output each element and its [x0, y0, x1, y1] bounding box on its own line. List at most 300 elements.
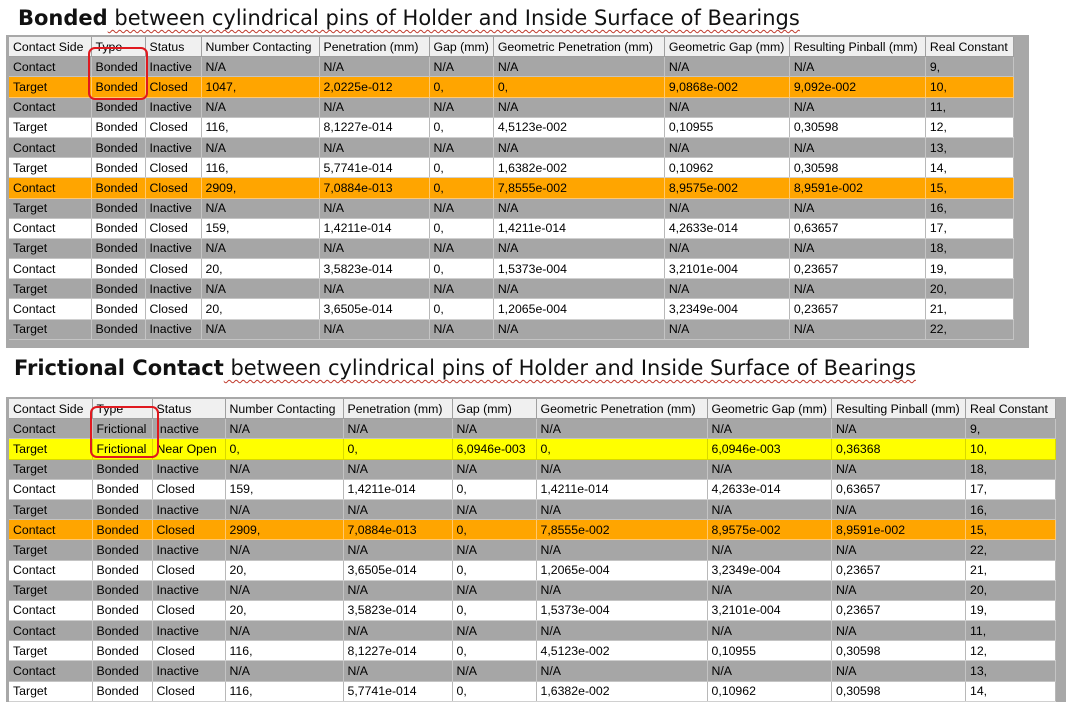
- section-title-frictional: [14, 358, 916, 379]
- cell-type: Bonded: [92, 459, 152, 479]
- cell-resulting-pinball: N/A: [789, 238, 925, 258]
- cell-number-contacting: 20,: [225, 600, 343, 620]
- cell-real-constant: 19,: [965, 600, 1055, 620]
- cell-geometric-penetration: N/A: [493, 198, 664, 218]
- cell-type: Bonded: [91, 158, 145, 178]
- cell-resulting-pinball: 0,63657: [831, 479, 965, 499]
- table-row[interactable]: [9, 299, 1013, 319]
- cell-resulting-pinball: 0,30598: [789, 158, 925, 178]
- table-row[interactable]: [9, 661, 1055, 681]
- column-header-contact-side[interactable]: Contact Side: [9, 399, 92, 419]
- cell-real-constant: 18,: [925, 238, 1013, 258]
- cell-penetration: N/A: [319, 238, 429, 258]
- cell-resulting-pinball: N/A: [789, 279, 925, 299]
- cell-geometric-gap: 6,0946e-003: [707, 439, 831, 459]
- cell-number-contacting: 116,: [201, 158, 319, 178]
- cell-contact-side: Contact: [9, 621, 92, 641]
- cell-geometric-penetration: N/A: [536, 540, 707, 560]
- table-row[interactable]: [9, 259, 1013, 279]
- cell-status: Inactive: [152, 499, 225, 519]
- cell-type: Bonded: [92, 580, 152, 600]
- cell-geometric-gap: 8,9575e-002: [664, 178, 789, 198]
- cell-number-contacting: 116,: [225, 681, 343, 701]
- cell-geometric-gap: N/A: [707, 499, 831, 519]
- cell-real-constant: 19,: [925, 259, 1013, 279]
- cell-type: Bonded: [92, 560, 152, 580]
- cell-geometric-gap: 0,10962: [707, 681, 831, 701]
- cell-penetration: 5,7741e-014: [343, 681, 452, 701]
- cell-resulting-pinball: N/A: [831, 419, 965, 439]
- cell-type: Bonded: [91, 77, 145, 97]
- cell-status: Closed: [145, 259, 201, 279]
- cell-geometric-gap: 4,2633e-014: [707, 479, 831, 499]
- cell-resulting-pinball: 0,23657: [789, 299, 925, 319]
- cell-resulting-pinball: 0,36368: [831, 439, 965, 459]
- cell-gap: 0,: [429, 117, 493, 137]
- cell-resulting-pinball: 0,30598: [831, 681, 965, 701]
- cell-type: Bonded: [91, 117, 145, 137]
- cell-penetration: N/A: [343, 540, 452, 560]
- cell-penetration: N/A: [343, 499, 452, 519]
- cell-geometric-penetration: 1,5373e-004: [493, 259, 664, 279]
- table-row[interactable]: [9, 158, 1013, 178]
- cell-status: Inactive: [152, 540, 225, 560]
- cell-gap: 0,: [429, 178, 493, 198]
- cell-contact-side: Target: [9, 158, 91, 178]
- table-row[interactable]: [9, 218, 1013, 238]
- cell-status: Inactive: [145, 279, 201, 299]
- cell-geometric-gap: N/A: [707, 661, 831, 681]
- cell-contact-side: Target: [9, 540, 92, 560]
- table-row[interactable]: [9, 520, 1055, 540]
- cell-geometric-penetration: 4,5123e-002: [493, 117, 664, 137]
- cell-gap: N/A: [452, 580, 536, 600]
- cell-contact-side: Contact: [9, 560, 92, 580]
- cell-type: Bonded: [92, 621, 152, 641]
- cell-real-constant: 17,: [965, 479, 1055, 499]
- column-header-gap[interactable]: Gap (mm): [429, 37, 493, 57]
- column-header-number-contacting[interactable]: Number Contacting: [225, 399, 343, 419]
- cell-geometric-penetration: 0,: [493, 77, 664, 97]
- cell-geometric-gap: 0,10962: [664, 158, 789, 178]
- table-row[interactable]: [9, 198, 1013, 218]
- cell-gap: 0,: [429, 158, 493, 178]
- cell-type: Bonded: [92, 499, 152, 519]
- cell-geometric-gap: 3,2349e-004: [664, 299, 789, 319]
- cell-real-constant: 13,: [925, 137, 1013, 157]
- cell-geometric-penetration: 1,4211e-014: [493, 218, 664, 238]
- cell-geometric-penetration: 7,8555e-002: [536, 520, 707, 540]
- cell-type: Frictional: [92, 419, 152, 439]
- cell-gap: N/A: [452, 540, 536, 560]
- cell-number-contacting: N/A: [225, 499, 343, 519]
- cell-number-contacting: 20,: [225, 560, 343, 580]
- cell-geometric-penetration: N/A: [536, 580, 707, 600]
- table-row[interactable]: [9, 77, 1013, 97]
- cell-penetration: 3,5823e-014: [343, 600, 452, 620]
- cell-geometric-gap: 4,2633e-014: [664, 218, 789, 238]
- cell-number-contacting: N/A: [201, 279, 319, 299]
- cell-resulting-pinball: N/A: [831, 661, 965, 681]
- cell-contact-side: Target: [9, 279, 91, 299]
- cell-real-constant: 21,: [965, 560, 1055, 580]
- title-rest-text: between cylindrical pins of Holder and Inside Surface of Bearings: [223, 356, 916, 380]
- cell-type: Bonded: [92, 641, 152, 661]
- title-bold-text: Frictional Contact: [14, 356, 224, 380]
- cell-status: Near Open: [152, 439, 225, 459]
- cell-contact-side: Contact: [9, 419, 92, 439]
- cell-status: Closed: [152, 681, 225, 701]
- table-row[interactable]: [9, 57, 1013, 77]
- cell-real-constant: 10,: [925, 77, 1013, 97]
- cell-resulting-pinball: N/A: [789, 137, 925, 157]
- cell-gap: 0,: [429, 299, 493, 319]
- cell-geometric-gap: N/A: [664, 319, 789, 339]
- cell-geometric-penetration: N/A: [536, 419, 707, 439]
- cell-gap: N/A: [429, 319, 493, 339]
- cell-real-constant: 9,: [925, 57, 1013, 77]
- cell-geometric-gap: N/A: [664, 97, 789, 117]
- table-row[interactable]: [9, 117, 1013, 137]
- table-row[interactable]: [9, 137, 1013, 157]
- table-row[interactable]: [9, 238, 1013, 258]
- cell-type: Bonded: [91, 279, 145, 299]
- cell-type: Bonded: [92, 540, 152, 560]
- cell-gap: N/A: [452, 499, 536, 519]
- cell-geometric-gap: 0,10955: [664, 117, 789, 137]
- cell-resulting-pinball: N/A: [789, 198, 925, 218]
- cell-geometric-gap: N/A: [664, 198, 789, 218]
- cell-contact-side: Contact: [9, 97, 91, 117]
- cell-penetration: 3,6505e-014: [319, 299, 429, 319]
- cell-resulting-pinball: N/A: [789, 319, 925, 339]
- cell-number-contacting: 20,: [201, 299, 319, 319]
- cell-contact-side: Contact: [9, 600, 92, 620]
- cell-resulting-pinball: 0,23657: [831, 560, 965, 580]
- table-row[interactable]: [9, 178, 1013, 198]
- cell-geometric-penetration: 1,4211e-014: [536, 479, 707, 499]
- section-title-bonded: [18, 8, 800, 29]
- cell-resulting-pinball: 0,63657: [789, 218, 925, 238]
- cell-type: Bonded: [91, 178, 145, 198]
- cell-real-constant: 12,: [925, 117, 1013, 137]
- cell-number-contacting: 1047,: [201, 77, 319, 97]
- cell-number-contacting: N/A: [201, 238, 319, 258]
- cell-status: Inactive: [152, 661, 225, 681]
- cell-status: Closed: [145, 158, 201, 178]
- cell-contact-side: Target: [9, 198, 91, 218]
- cell-real-constant: 16,: [965, 499, 1055, 519]
- cell-status: Inactive: [152, 621, 225, 641]
- cell-penetration: N/A: [319, 319, 429, 339]
- cell-penetration: 1,4211e-014: [343, 479, 452, 499]
- cell-geometric-penetration: 4,5123e-002: [536, 641, 707, 661]
- cell-status: Closed: [152, 520, 225, 540]
- frictional-contact-table: [9, 399, 1056, 702]
- cell-penetration: N/A: [343, 580, 452, 600]
- cell-status: Inactive: [145, 238, 201, 258]
- column-header-resulting-pinball[interactable]: Resulting Pinball (mm): [789, 37, 925, 57]
- cell-geometric-penetration: N/A: [493, 279, 664, 299]
- cell-resulting-pinball: 9,092e-002: [789, 77, 925, 97]
- cell-status: Inactive: [145, 97, 201, 117]
- cell-gap: 0,: [452, 560, 536, 580]
- title-bold-text: Bonded: [18, 6, 108, 30]
- cell-contact-side: Target: [9, 459, 92, 479]
- title-rest-text: between cylindrical pins of Holder and Inside Surface of Bearings: [107, 6, 800, 30]
- table-row[interactable]: [9, 479, 1055, 499]
- cell-geometric-gap: N/A: [707, 621, 831, 641]
- cell-contact-side: Contact: [9, 299, 91, 319]
- cell-number-contacting: 0,: [225, 439, 343, 459]
- cell-number-contacting: N/A: [225, 419, 343, 439]
- cell-geometric-penetration: N/A: [493, 238, 664, 258]
- cell-gap: N/A: [429, 57, 493, 77]
- column-header-number-contacting[interactable]: Number Contacting: [201, 37, 319, 57]
- column-header-contact-side[interactable]: Contact Side: [9, 37, 91, 57]
- cell-real-constant: 11,: [925, 97, 1013, 117]
- cell-type: Bonded: [92, 600, 152, 620]
- cell-status: Inactive: [145, 57, 201, 77]
- cell-number-contacting: N/A: [225, 540, 343, 560]
- cell-geometric-gap: N/A: [707, 580, 831, 600]
- cell-real-constant: 11,: [965, 621, 1055, 641]
- cell-resulting-pinball: N/A: [831, 621, 965, 641]
- cell-contact-side: Target: [9, 681, 92, 701]
- cell-gap: 0,: [452, 479, 536, 499]
- cell-gap: N/A: [429, 279, 493, 299]
- cell-geometric-penetration: N/A: [493, 97, 664, 117]
- cell-gap: N/A: [429, 97, 493, 117]
- cell-contact-side: Target: [9, 439, 92, 459]
- cell-contact-side: Target: [9, 641, 92, 661]
- cell-contact-side: Contact: [9, 661, 92, 681]
- cell-status: Closed: [145, 299, 201, 319]
- cell-geometric-penetration: N/A: [536, 499, 707, 519]
- cell-type: Bonded: [91, 137, 145, 157]
- cell-geometric-penetration: N/A: [536, 661, 707, 681]
- cell-penetration: 0,: [343, 439, 452, 459]
- cell-penetration: N/A: [343, 419, 452, 439]
- table-row[interactable]: [9, 319, 1013, 339]
- cell-penetration: N/A: [343, 459, 452, 479]
- cell-geometric-gap: N/A: [664, 238, 789, 258]
- cell-resulting-pinball: N/A: [831, 580, 965, 600]
- cell-type: Bonded: [92, 661, 152, 681]
- cell-geometric-gap: N/A: [664, 57, 789, 77]
- cell-gap: N/A: [429, 137, 493, 157]
- column-header-geometric-gap[interactable]: Geometric Gap (mm): [664, 37, 789, 57]
- cell-type: Bonded: [91, 319, 145, 339]
- column-header-geometric-gap[interactable]: Geometric Gap (mm): [707, 399, 831, 419]
- cell-number-contacting: 116,: [225, 641, 343, 661]
- cell-real-constant: 20,: [965, 580, 1055, 600]
- cell-gap: N/A: [429, 238, 493, 258]
- cell-contact-side: Contact: [9, 479, 92, 499]
- frictional-results-panel: [6, 397, 1066, 702]
- cell-real-constant: 15,: [965, 520, 1055, 540]
- column-header-real-constant[interactable]: Real Constant: [925, 37, 1013, 57]
- cell-geometric-penetration: 1,6382e-002: [536, 681, 707, 701]
- cell-penetration: N/A: [319, 57, 429, 77]
- table-row[interactable]: [9, 621, 1055, 641]
- cell-resulting-pinball: 0,30598: [831, 641, 965, 661]
- column-header-gap[interactable]: Gap (mm): [452, 399, 536, 419]
- cell-status: Closed: [145, 178, 201, 198]
- cell-real-constant: 10,: [965, 439, 1055, 459]
- cell-geometric-penetration: N/A: [493, 319, 664, 339]
- cell-penetration: 2,0225e-012: [319, 77, 429, 97]
- cell-status: Inactive: [145, 137, 201, 157]
- cell-status: Closed: [152, 641, 225, 661]
- column-header-type[interactable]: Type: [91, 37, 145, 57]
- cell-status: Closed: [145, 117, 201, 137]
- cell-geometric-gap: 9,0868e-002: [664, 77, 789, 97]
- table-row[interactable]: [9, 560, 1055, 580]
- cell-geometric-gap: N/A: [707, 540, 831, 560]
- table-header-row: [9, 399, 1055, 419]
- cell-resulting-pinball: 0,23657: [789, 259, 925, 279]
- table-header-row: [9, 37, 1013, 57]
- bonded-contact-table: [9, 37, 1014, 340]
- column-header-type[interactable]: Type: [92, 399, 152, 419]
- table-row[interactable]: [9, 681, 1055, 701]
- cell-status: Inactive: [152, 419, 225, 439]
- cell-status: Inactive: [145, 198, 201, 218]
- cell-geometric-penetration: N/A: [536, 459, 707, 479]
- cell-resulting-pinball: 0,30598: [789, 117, 925, 137]
- table-row[interactable]: [9, 580, 1055, 600]
- cell-gap: N/A: [452, 621, 536, 641]
- cell-resulting-pinball: N/A: [831, 540, 965, 560]
- cell-number-contacting: 159,: [225, 479, 343, 499]
- column-header-resulting-pinball[interactable]: Resulting Pinball (mm): [831, 399, 965, 419]
- cell-gap: N/A: [452, 459, 536, 479]
- cell-real-constant: 22,: [925, 319, 1013, 339]
- cell-penetration: 8,1227e-014: [319, 117, 429, 137]
- cell-gap: 0,: [452, 520, 536, 540]
- cell-number-contacting: N/A: [225, 661, 343, 681]
- cell-contact-side: Target: [9, 499, 92, 519]
- column-header-status[interactable]: Status: [145, 37, 201, 57]
- cell-penetration: 5,7741e-014: [319, 158, 429, 178]
- cell-type: Frictional: [92, 439, 152, 459]
- cell-real-constant: 21,: [925, 299, 1013, 319]
- cell-status: Closed: [152, 600, 225, 620]
- cell-type: Bonded: [92, 681, 152, 701]
- cell-gap: 0,: [429, 77, 493, 97]
- cell-type: Bonded: [91, 238, 145, 258]
- cell-penetration: N/A: [343, 661, 452, 681]
- cell-contact-side: Contact: [9, 218, 91, 238]
- table-row[interactable]: [9, 279, 1013, 299]
- table-row[interactable]: [9, 540, 1055, 560]
- cell-geometric-penetration: N/A: [493, 137, 664, 157]
- cell-penetration: 1,4211e-014: [319, 218, 429, 238]
- cell-resulting-pinball: N/A: [789, 57, 925, 77]
- cell-real-constant: 12,: [965, 641, 1055, 661]
- cell-real-constant: 17,: [925, 218, 1013, 238]
- cell-number-contacting: N/A: [201, 198, 319, 218]
- cell-contact-side: Target: [9, 238, 91, 258]
- cell-gap: 0,: [452, 600, 536, 620]
- cell-contact-side: Contact: [9, 178, 91, 198]
- cell-penetration: 8,1227e-014: [343, 641, 452, 661]
- cell-contact-side: Contact: [9, 137, 91, 157]
- cell-gap: N/A: [452, 661, 536, 681]
- cell-type: Bonded: [92, 479, 152, 499]
- cell-contact-side: Target: [9, 77, 91, 97]
- cell-gap: N/A: [452, 419, 536, 439]
- cell-gap: 0,: [452, 681, 536, 701]
- cell-geometric-gap: 8,9575e-002: [707, 520, 831, 540]
- cell-number-contacting: 2909,: [201, 178, 319, 198]
- cell-contact-side: Contact: [9, 259, 91, 279]
- cell-type: Bonded: [91, 57, 145, 77]
- column-header-real-constant[interactable]: Real Constant: [965, 399, 1055, 419]
- table-row[interactable]: [9, 459, 1055, 479]
- column-header-geometric-penetration[interactable]: Geometric Penetration (mm): [493, 37, 664, 57]
- bonded-results-panel: [6, 35, 1029, 348]
- cell-real-constant: 14,: [925, 158, 1013, 178]
- cell-gap: 0,: [429, 259, 493, 279]
- cell-number-contacting: N/A: [225, 580, 343, 600]
- cell-real-constant: 18,: [965, 459, 1055, 479]
- cell-penetration: 3,6505e-014: [343, 560, 452, 580]
- cell-number-contacting: N/A: [225, 459, 343, 479]
- table-row[interactable]: [9, 641, 1055, 661]
- cell-number-contacting: 116,: [201, 117, 319, 137]
- column-header-penetration[interactable]: Penetration (mm): [343, 399, 452, 419]
- cell-contact-side: Target: [9, 580, 92, 600]
- cell-resulting-pinball: N/A: [831, 499, 965, 519]
- cell-real-constant: 9,: [965, 419, 1055, 439]
- column-header-status[interactable]: Status: [152, 399, 225, 419]
- cell-geometric-penetration: 0,: [536, 439, 707, 459]
- cell-number-contacting: N/A: [201, 97, 319, 117]
- cell-penetration: 3,5823e-014: [319, 259, 429, 279]
- cell-status: Closed: [145, 218, 201, 238]
- column-header-penetration[interactable]: Penetration (mm): [319, 37, 429, 57]
- cell-resulting-pinball: 0,23657: [831, 600, 965, 620]
- table-row[interactable]: [9, 97, 1013, 117]
- table-row[interactable]: [9, 499, 1055, 519]
- cell-status: Inactive: [145, 319, 201, 339]
- cell-number-contacting: 20,: [201, 259, 319, 279]
- cell-contact-side: Contact: [9, 520, 92, 540]
- cell-resulting-pinball: 8,9591e-002: [831, 520, 965, 540]
- column-header-geometric-penetration[interactable]: Geometric Penetration (mm): [536, 399, 707, 419]
- cell-geometric-gap: N/A: [664, 137, 789, 157]
- table-row[interactable]: [9, 439, 1055, 459]
- cell-penetration: N/A: [319, 137, 429, 157]
- cell-real-constant: 16,: [925, 198, 1013, 218]
- cell-geometric-gap: N/A: [664, 279, 789, 299]
- cell-penetration: 7,0884e-013: [343, 520, 452, 540]
- cell-geometric-gap: N/A: [707, 459, 831, 479]
- cell-gap: 0,: [452, 641, 536, 661]
- cell-status: Inactive: [152, 580, 225, 600]
- cell-contact-side: Contact: [9, 57, 91, 77]
- cell-type: Bonded: [91, 299, 145, 319]
- cell-number-contacting: N/A: [225, 621, 343, 641]
- cell-number-contacting: 2909,: [225, 520, 343, 540]
- cell-geometric-penetration: 1,2065e-004: [493, 299, 664, 319]
- table-row[interactable]: [9, 419, 1055, 439]
- table-row[interactable]: [9, 600, 1055, 620]
- cell-real-constant: 14,: [965, 681, 1055, 701]
- cell-geometric-penetration: 1,6382e-002: [493, 158, 664, 178]
